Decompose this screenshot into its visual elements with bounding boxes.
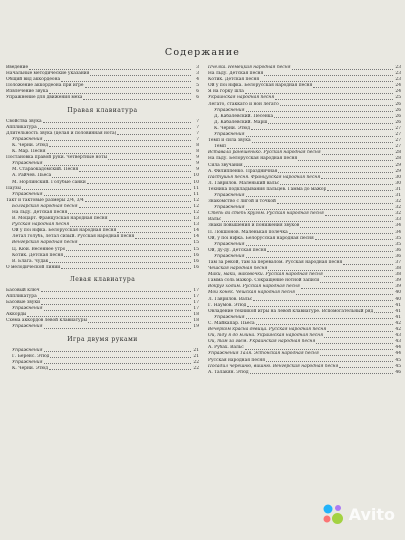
section-title-right-keyboard: Правая клавиатура bbox=[67, 106, 138, 114]
dot-leader bbox=[266, 358, 393, 363]
toc-entry-page: 35 bbox=[395, 235, 401, 241]
toc-intro-list bbox=[6, 65, 199, 102]
toc-entry-title: Общий вид аккордеона bbox=[6, 77, 61, 83]
toc-entry-title: С. Майкапар. Пьеса bbox=[208, 320, 255, 326]
dot-leader bbox=[135, 234, 191, 239]
toc-left-column bbox=[6, 65, 199, 372]
toc-entry-title: О мелодической линии bbox=[6, 264, 61, 270]
dot-leader bbox=[300, 223, 393, 228]
toc-entry-page: 11 bbox=[193, 191, 199, 197]
toc-entry-title: Упражнения bbox=[214, 132, 245, 138]
toc-entry-page: 5 bbox=[196, 83, 199, 89]
dot-leader bbox=[22, 186, 191, 191]
dot-leader bbox=[64, 253, 191, 258]
dot-leader bbox=[41, 288, 192, 293]
toc-right-list bbox=[208, 65, 401, 376]
toc-entry-title: Начальные методические указания bbox=[6, 71, 90, 77]
dot-leader bbox=[280, 181, 393, 186]
dot-leader bbox=[245, 89, 393, 94]
dot-leader bbox=[252, 138, 393, 143]
dot-leader bbox=[49, 259, 191, 264]
dot-leader bbox=[315, 236, 393, 241]
dot-leader bbox=[325, 211, 393, 216]
dot-leader bbox=[43, 119, 191, 124]
toc-entry-page: 7 bbox=[196, 136, 199, 142]
toc-left-keyboard-list bbox=[6, 288, 199, 331]
toc-entry-title: Упражнения bbox=[214, 253, 245, 259]
toc-both-hands-list bbox=[6, 348, 199, 372]
dot-leader bbox=[88, 318, 191, 323]
toc-entry-title: Ц. Кюи. Весеннее утро bbox=[12, 246, 66, 252]
toc-entry-page: 37 bbox=[395, 260, 401, 265]
toc-entry-page: 16 bbox=[193, 264, 199, 270]
toc-entry-title: А. Рубах. Вальс bbox=[208, 345, 244, 351]
dot-leader bbox=[274, 114, 393, 119]
toc-entry-title: Легато, стаккато и нон легато bbox=[208, 101, 279, 107]
toc-entry-page: 8 bbox=[196, 149, 199, 155]
dot-leader bbox=[327, 187, 393, 192]
dot-leader bbox=[61, 265, 191, 270]
toc-entry-title: Там за рекой, там за перевалом. Русская народная песня bbox=[208, 260, 343, 265]
avito-watermark bbox=[321, 502, 395, 526]
dot-leader bbox=[79, 204, 191, 209]
dot-leader bbox=[298, 156, 393, 161]
toc-entry-page: 22 bbox=[193, 359, 199, 365]
toc-entry-title: Гамма соль мажор. Сокращение нотной записи bbox=[208, 278, 320, 284]
toc-entry-page: 8 bbox=[196, 142, 199, 148]
toc-entry-page: 12 bbox=[193, 203, 199, 209]
dot-leader bbox=[246, 108, 393, 113]
section-title-left-keyboard: Левая клавиатура bbox=[69, 275, 136, 283]
toc-entry-page: 18 bbox=[193, 312, 199, 318]
toc-entry-page: 26 bbox=[395, 119, 401, 125]
toc-entry-page: 19 bbox=[193, 324, 199, 330]
toc-entry-title: Темп и сила звука bbox=[208, 138, 251, 144]
toc-entry-title: Аппликатура bbox=[6, 294, 37, 299]
dot-leader bbox=[61, 77, 191, 82]
toc-entry-title: Упражнения bbox=[12, 161, 43, 167]
toc-entry-page: 32 bbox=[395, 199, 401, 205]
toc-entry-page: 10 bbox=[193, 179, 199, 185]
dot-leader bbox=[250, 370, 393, 375]
toc-entry-title: Ой, піду я до млина. Украинская народная песня bbox=[208, 333, 324, 339]
toc-right-keyboard-list bbox=[6, 119, 199, 271]
toc-entry-page: 35 bbox=[395, 241, 401, 247]
toc-entry-page: 3 bbox=[196, 65, 199, 70]
dot-leader bbox=[90, 71, 191, 76]
toc-entry-page: 43 bbox=[395, 333, 401, 339]
toc-entry-page: 40 bbox=[395, 296, 401, 302]
dot-leader bbox=[278, 169, 393, 174]
toc-entry-page: 10 bbox=[193, 173, 199, 179]
dot-leader bbox=[246, 193, 393, 198]
toc-entry-page: 41 bbox=[395, 302, 401, 308]
toc-entry-title: Котик. Детская песня bbox=[208, 77, 260, 83]
dot-leader bbox=[268, 120, 393, 125]
dot-leader bbox=[227, 144, 393, 149]
toc-entry-title: Паузы bbox=[6, 185, 21, 191]
toc-entry-title: Ой у поі ніфка. Белорусская народная песня bbox=[12, 228, 117, 234]
dot-leader bbox=[244, 163, 393, 168]
dot-leader bbox=[251, 126, 393, 131]
dot-leader bbox=[280, 102, 393, 107]
toc-entry-page: 27 bbox=[395, 138, 401, 144]
toc-entry-page: 9 bbox=[196, 155, 199, 161]
toc-entry-title: Д. Кабалевский. Песенка bbox=[214, 113, 274, 119]
dot-leader bbox=[246, 242, 393, 247]
toc-entry-page: 23 bbox=[395, 77, 401, 83]
toc-entry-title: П. Локшонов. Маленькая полечка bbox=[208, 229, 288, 235]
dot-leader bbox=[79, 167, 191, 172]
toc-entry-title: К. Черни. Этюд bbox=[12, 365, 48, 371]
toc-entry-page: 30 bbox=[395, 174, 401, 180]
dot-leader bbox=[85, 83, 191, 88]
toc-entry-title: Мой конек. Чешская народная песня bbox=[208, 290, 295, 296]
dot-leader bbox=[339, 364, 393, 369]
dot-leader bbox=[83, 95, 191, 100]
dot-leader bbox=[108, 155, 191, 160]
avito-logo-icon bbox=[321, 502, 345, 526]
toc-entry-title: Чешская народная песня bbox=[208, 266, 268, 272]
toc-entry-title: Введение bbox=[6, 65, 29, 70]
toc-entry-page: 6 bbox=[196, 95, 199, 101]
toc-entry-title: Г. Наумов. Этюд bbox=[208, 302, 247, 308]
toc-entry-title: Упражнения bbox=[214, 205, 245, 211]
toc-entry-page: 41 bbox=[395, 308, 401, 314]
toc-entry-page: 9 bbox=[196, 167, 199, 173]
page-title: Содержание bbox=[164, 47, 241, 58]
dot-leader bbox=[117, 131, 191, 136]
dot-leader bbox=[70, 222, 191, 227]
toc-entry-title: Положение аккордеона при игре bbox=[6, 83, 84, 89]
toc-entry-title: Знаки повышения и понижения звуков bbox=[208, 223, 300, 229]
dot-leader bbox=[49, 143, 191, 148]
toc-entry-title: Русская народная песня bbox=[12, 222, 70, 228]
toc-entry-page: 15 bbox=[193, 240, 199, 246]
dot-leader bbox=[44, 360, 191, 365]
dot-leader bbox=[316, 339, 393, 344]
dot-leader bbox=[327, 327, 393, 332]
toc-entry-page: 44 bbox=[395, 345, 401, 351]
toc-entry-title: К. Черни. Этюд bbox=[12, 142, 48, 148]
toc-entry-title: Ой, там за гаєм. Украинская народная песня bbox=[208, 339, 316, 345]
toc-entry-title: Ой, у поі ніфка. Белорусская народная песня bbox=[208, 235, 314, 241]
toc-entry-title: Упражнения bbox=[12, 136, 43, 142]
dot-leader bbox=[222, 217, 393, 222]
toc-entry-page: 30 bbox=[395, 180, 401, 186]
toc-entry-title: На льду. Детская песня bbox=[208, 71, 264, 77]
dot-leader bbox=[301, 284, 393, 289]
toc-entry-title: Постановка правой руки. Четвертные ноты bbox=[6, 155, 108, 161]
toc-entry-page: 41 bbox=[395, 314, 401, 320]
dot-leader bbox=[246, 254, 393, 259]
toc-entry-page: 39 bbox=[395, 284, 401, 290]
dot-leader bbox=[87, 180, 191, 185]
toc-entry-title: Упражнения bbox=[12, 347, 43, 353]
toc-entry-title: Я на горку шла bbox=[208, 89, 244, 95]
dot-leader bbox=[313, 83, 393, 88]
toc-entry-page: 11 bbox=[193, 185, 199, 191]
toc-entry-page: 38 bbox=[395, 272, 401, 278]
toc-entry-title: Упражнения bbox=[12, 191, 43, 197]
toc-entry-title: А. Филиппенко. Праздничная bbox=[208, 168, 278, 174]
toc-entry-title: Болгарская народная песня bbox=[12, 203, 78, 209]
dot-leader bbox=[246, 205, 393, 210]
toc-entry-title: Упражнения bbox=[12, 306, 43, 312]
toc-entry-page: 14 bbox=[193, 228, 199, 234]
toc-entry-page: 33 bbox=[395, 217, 401, 223]
toc-entry-page: 26 bbox=[395, 107, 401, 113]
toc-entry-page: 32 bbox=[395, 211, 401, 217]
toc-entry-page: 16 bbox=[193, 252, 199, 258]
toc-entry-page: 7 bbox=[196, 124, 199, 130]
toc-entry-page: 21 bbox=[193, 353, 199, 359]
toc-entry-page: 15 bbox=[193, 246, 199, 252]
toc-entry-title: Свойства звука bbox=[6, 118, 42, 124]
dot-leader bbox=[38, 294, 191, 299]
dot-leader bbox=[44, 348, 191, 353]
toc-entry-page: 32 bbox=[395, 205, 401, 211]
toc-entry-title: Венгерская народная песня bbox=[12, 240, 78, 246]
toc-entry-title: На льду. Детская песня bbox=[12, 209, 68, 215]
dot-leader bbox=[256, 321, 393, 326]
dot-leader bbox=[267, 248, 393, 253]
toc-entry bbox=[6, 95, 199, 101]
dot-leader bbox=[247, 303, 393, 308]
toc-entry-title: Такт и тактовые размеры 2/4, 3/4 bbox=[6, 197, 84, 203]
toc-entry-title: Упражнения bbox=[214, 314, 245, 320]
toc-entry-title: Схема аккордов левой клавиатуры bbox=[6, 318, 87, 324]
toc-entry-page: 27 bbox=[395, 125, 401, 131]
toc-entry-page: 31 bbox=[395, 192, 401, 198]
dot-leader bbox=[38, 125, 191, 130]
toc-entry-title: Маки, маки, маковочки. Русская народная песня bbox=[208, 272, 323, 278]
toc-entry-title: Л. Гаврилов. Вальс bbox=[208, 296, 253, 302]
toc-entry-title: Котик. Детская песня bbox=[12, 252, 64, 258]
toc-entry-title: Упражнения bbox=[12, 359, 43, 365]
toc-entry-page: 34 bbox=[395, 229, 401, 235]
toc-entry-title: Упражнения bbox=[214, 192, 245, 198]
toc-entry-page: 36 bbox=[395, 247, 401, 253]
toc-entry-page: 17 bbox=[193, 300, 199, 306]
toc-entry-page: 16 bbox=[193, 258, 199, 264]
toc-entry-title: Д. Кабалевский. Марш bbox=[214, 119, 268, 125]
toc-entry-title: Овладение техникой игры на левой клавиатуре. Вспомогательный ряд bbox=[208, 308, 374, 314]
toc-entry-page: 39 bbox=[395, 278, 401, 284]
toc-entry-page: 29 bbox=[395, 168, 401, 174]
dot-leader bbox=[292, 65, 393, 70]
toc-entry-title: Ой, ду-ду. Детская песня bbox=[208, 247, 267, 253]
toc-entry-title: М. Норлинский. Голубые санки bbox=[12, 179, 86, 185]
toc-entry-page: 34 bbox=[395, 223, 401, 229]
toc-entry-title: Вечерком красна девица. Русская народная песня bbox=[208, 327, 327, 333]
dot-leader bbox=[109, 216, 191, 221]
toc-entry-title: В. Моцарт. Французская народная песня bbox=[12, 216, 108, 222]
toc-entry-page: 17 bbox=[193, 294, 199, 299]
toc-entry-title: Аппликатура bbox=[6, 124, 37, 130]
toc-entry-title: Л. Гаврилов. Маленький вальс bbox=[208, 180, 280, 186]
dot-leader bbox=[49, 366, 191, 371]
dot-leader bbox=[264, 71, 393, 76]
toc-entry-page: 17 bbox=[193, 306, 199, 312]
toc-entry-title: Аккорды bbox=[6, 312, 27, 318]
toc-entry-title: Посадил черешню, вишню. Венгерская народная песня bbox=[208, 363, 339, 369]
toc-entry-page: 28 bbox=[395, 150, 401, 156]
toc-entry-title: Сила звучания bbox=[208, 162, 243, 168]
toc-entry-title: Упражнения bbox=[214, 241, 245, 247]
toc-entry-title: Вокруг ходим. Русская народная песня bbox=[208, 284, 300, 290]
toc-entry-title: Ой у поі ніфка. Белорусская народная песня bbox=[208, 83, 313, 89]
toc-entry-page: 42 bbox=[395, 327, 401, 333]
dot-leader bbox=[44, 137, 191, 142]
toc-entry-title: Темп bbox=[214, 144, 226, 150]
dot-leader bbox=[245, 345, 393, 350]
dot-leader bbox=[289, 230, 393, 235]
dot-leader bbox=[44, 192, 191, 197]
dot-leader bbox=[320, 351, 393, 356]
toc-entry-page: 45 bbox=[395, 363, 401, 369]
dot-leader bbox=[44, 324, 191, 329]
dot-leader bbox=[66, 247, 191, 252]
toc-entry-title: Знакомство с лигой и точкой bbox=[208, 199, 276, 205]
dot-leader bbox=[79, 240, 191, 245]
dot-leader bbox=[253, 297, 393, 302]
toc-entry-title: Упражнение для движения меха bbox=[6, 95, 83, 101]
toc-entry-page: 13 bbox=[193, 216, 199, 222]
dot-leader bbox=[29, 65, 191, 70]
toc-entry-page: 45 bbox=[395, 357, 401, 363]
toc-entry-title: Г. Беренс. Этюд bbox=[12, 353, 50, 359]
dot-leader bbox=[44, 161, 191, 166]
dot-leader bbox=[322, 150, 393, 155]
toc-entry-title: Украинская народная песня bbox=[208, 95, 275, 101]
toc-entry-title: К. Мар. Песня bbox=[12, 149, 46, 155]
toc-entry bbox=[6, 366, 199, 372]
dot-leader bbox=[47, 149, 192, 154]
toc-entry-page: 36 bbox=[395, 253, 401, 259]
toc-entry-page: 12 bbox=[193, 209, 199, 215]
toc-entry-title: А. Талакян. Этюд bbox=[208, 369, 249, 375]
toc-entry-page: 3 bbox=[196, 71, 199, 77]
dot-leader bbox=[260, 77, 393, 82]
toc-entry-page: 12 bbox=[193, 197, 199, 203]
toc-entry bbox=[6, 265, 199, 271]
toc-entry-title: Упражнения Таля. Эстонская народная песня bbox=[208, 351, 319, 357]
toc-entry-page: 24 bbox=[395, 89, 401, 95]
toc-entry-page: 7 bbox=[196, 130, 199, 136]
toc-entry-title: Упражнения bbox=[12, 324, 43, 330]
toc-entry-page: 22 bbox=[193, 365, 199, 371]
toc-entry-page: 43 bbox=[395, 339, 401, 345]
toc-entry-page: 24 bbox=[395, 83, 401, 89]
dot-leader bbox=[246, 132, 393, 137]
toc-entry-page: 38 bbox=[395, 266, 401, 272]
toc-right-column bbox=[208, 65, 401, 376]
toc-entry-page: 9 bbox=[196, 161, 199, 167]
dot-leader bbox=[41, 300, 191, 305]
dot-leader bbox=[343, 260, 393, 265]
dot-leader bbox=[275, 95, 393, 100]
toc-entry-page: 42 bbox=[395, 320, 401, 326]
toc-entry-title: Пастушья песня. Французская народная песня bbox=[208, 174, 321, 180]
toc-entry-title: Вальс bbox=[208, 217, 222, 223]
toc-entry-page: 14 bbox=[193, 234, 199, 240]
toc-entry bbox=[6, 324, 199, 330]
toc-entry-page: 40 bbox=[395, 290, 401, 296]
dot-leader bbox=[246, 315, 393, 320]
dot-leader bbox=[277, 199, 393, 204]
dot-leader bbox=[117, 228, 191, 233]
dot-leader bbox=[50, 354, 191, 359]
dot-leader bbox=[374, 309, 393, 314]
dot-leader bbox=[68, 210, 191, 215]
section-title-both-hands: Игра двумя руками bbox=[67, 335, 138, 343]
toc-entry-page: 6 bbox=[196, 89, 199, 95]
toc-entry-title: Упражнения bbox=[214, 107, 245, 113]
toc-entry-title: А. Райчев. Пьеса bbox=[12, 173, 52, 179]
toc-entry-page: 21 bbox=[193, 347, 199, 353]
toc-entry-page: 29 bbox=[395, 162, 401, 168]
toc-entry-page: 26 bbox=[395, 101, 401, 107]
dot-leader bbox=[49, 89, 191, 94]
toc-entry-title: На льду. Белорусская народная песня bbox=[208, 156, 298, 162]
toc-entry-page: 31 bbox=[395, 186, 401, 192]
dot-leader bbox=[321, 175, 393, 180]
toc-entry-title: Вставала ранешенько. Русская народная песня bbox=[208, 150, 321, 156]
toc-entry-title: Длительность звука (целая и половинная нота) bbox=[6, 130, 117, 136]
toc-entry-page: 4 bbox=[196, 77, 199, 83]
toc-entry-page: 26 bbox=[395, 113, 401, 119]
toc-entry bbox=[208, 370, 401, 376]
toc-entry-title: Летал голубь, летал сизый. Русская народная песня bbox=[12, 234, 135, 240]
toc-entry-title: Степь да степь кругом. Русская народная песня bbox=[208, 211, 324, 217]
toc-entry-page: 17 bbox=[193, 287, 199, 293]
toc-entry-title: К. Черни. Этюд bbox=[214, 125, 250, 131]
toc-entry-title: Русская народная песня bbox=[208, 357, 266, 363]
toc-entry-title: Извлечение звука bbox=[6, 89, 49, 95]
toc-entry-title: В. Блага. Чудак bbox=[12, 258, 49, 264]
dot-leader bbox=[324, 333, 393, 338]
toc-entry-title: Басовые звуки bbox=[6, 300, 41, 306]
toc-entry-page: 46 bbox=[395, 369, 401, 375]
toc-entry-title: Техника подкладывания пальцев. Гамма до мажор bbox=[208, 186, 327, 192]
dot-leader bbox=[52, 173, 191, 178]
dot-leader bbox=[44, 306, 191, 311]
dot-leader bbox=[296, 290, 393, 295]
toc-entry-page: 25 bbox=[395, 95, 401, 101]
toc-entry-page: 44 bbox=[395, 351, 401, 357]
dot-leader bbox=[324, 272, 393, 277]
watermark-text: Avito bbox=[348, 504, 395, 524]
dot-leader bbox=[85, 198, 191, 203]
toc-entry-page: 27 bbox=[395, 144, 401, 150]
toc-entry-page: 23 bbox=[395, 71, 401, 77]
toc-entry-page: 28 bbox=[395, 156, 401, 162]
toc-entry-title: Басовый ключ bbox=[6, 287, 40, 293]
toc-entry-page: 18 bbox=[193, 318, 199, 324]
toc-entry-page: 23 bbox=[395, 65, 401, 70]
dot-leader bbox=[320, 278, 393, 283]
dot-leader bbox=[268, 266, 393, 271]
toc-entry-title: Пчёлка. Немецкая народная песня bbox=[208, 65, 291, 70]
toc-entry-page: 7 bbox=[196, 118, 199, 124]
toc-entry-title: М. Стараокадомский. Песня bbox=[12, 167, 79, 173]
toc-entry-page: 27 bbox=[395, 132, 401, 138]
dot-leader bbox=[27, 312, 191, 317]
toc-entry-page: 13 bbox=[193, 222, 199, 228]
